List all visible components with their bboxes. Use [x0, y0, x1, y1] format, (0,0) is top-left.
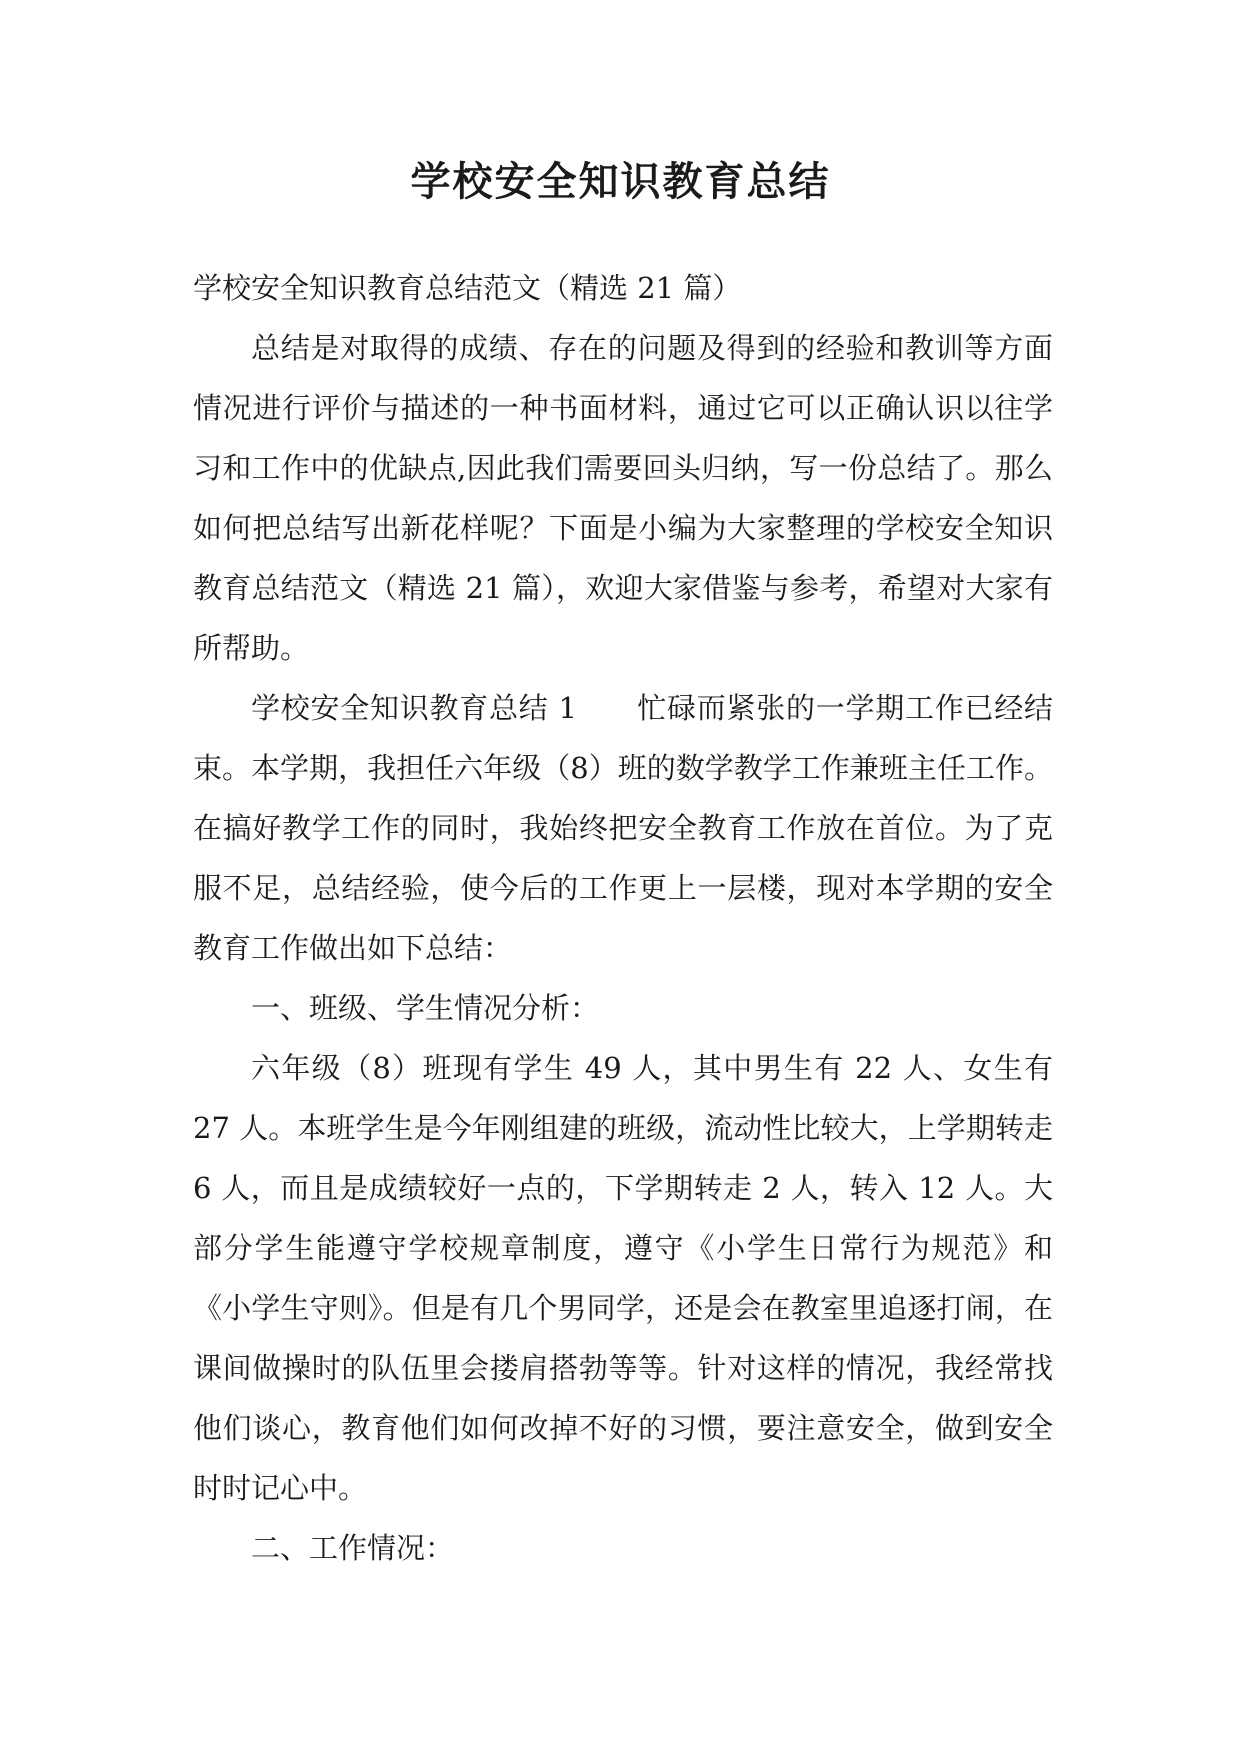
paragraph-summary-1: 学校安全知识教育总结 1 忙碌而紧张的一学期工作已经结束。本学期，我担任六年级（8）班的数学教学工作兼班主任工作。在搞好教学工作的同时，我始终把安全教育工作放在首位。为了克服不足，总结经验，使今后的工作更上一层楼，现对本学期的安全教育工作做出如下总结： — [193, 691, 1053, 965]
section-heading-1: 一、班级、学生情况分析： — [251, 991, 600, 1025]
document-title: 学校安全知识教育总结 — [410, 158, 831, 205]
section-heading-2: 二、工作情况： — [251, 1531, 455, 1565]
subtitle-line: 学校安全知识教育总结范文（精选 21 篇） — [193, 271, 742, 305]
document-body — [193, 258, 1053, 1578]
paragraph-class-analysis: 六年级（8）班现有学生 49 人，其中男生有 22 人、女生有 27 人。本班学生是今年刚组建的班级，流动性比较大，上学期转走 6 人，而且是成绩较好一点的，下学期转走 2 人，转入 12 人。大部分学生能遵守学校规章制度，遵守《小学生日常行为规范》和《小学生守则》。但是有几个男同学，还是会在教室里追逐打闹，在课间做操时的队伍里会搂肩搭勃等等。针对这样的情况，我经常找他们谈心，教育他们如何改掉不好的习惯，要注意安全，做到安全时时记心中。 — [193, 1051, 1053, 1505]
paragraph-intro: 总结是对取得的成绩、存在的问题及得到的经验和教训等方面情况进行评价与描述的一种书面材料，通过它可以正确认识以往学习和工作中的优缺点,因此我们需要回头归纳，写一份总结了。那么如何把总结写出新花样呢？下面是小编为大家整理的学校安全知识教育总结范文（精选 21 篇），欢迎大家借鉴与参考，希望对大家有所帮助。 — [193, 331, 1053, 665]
